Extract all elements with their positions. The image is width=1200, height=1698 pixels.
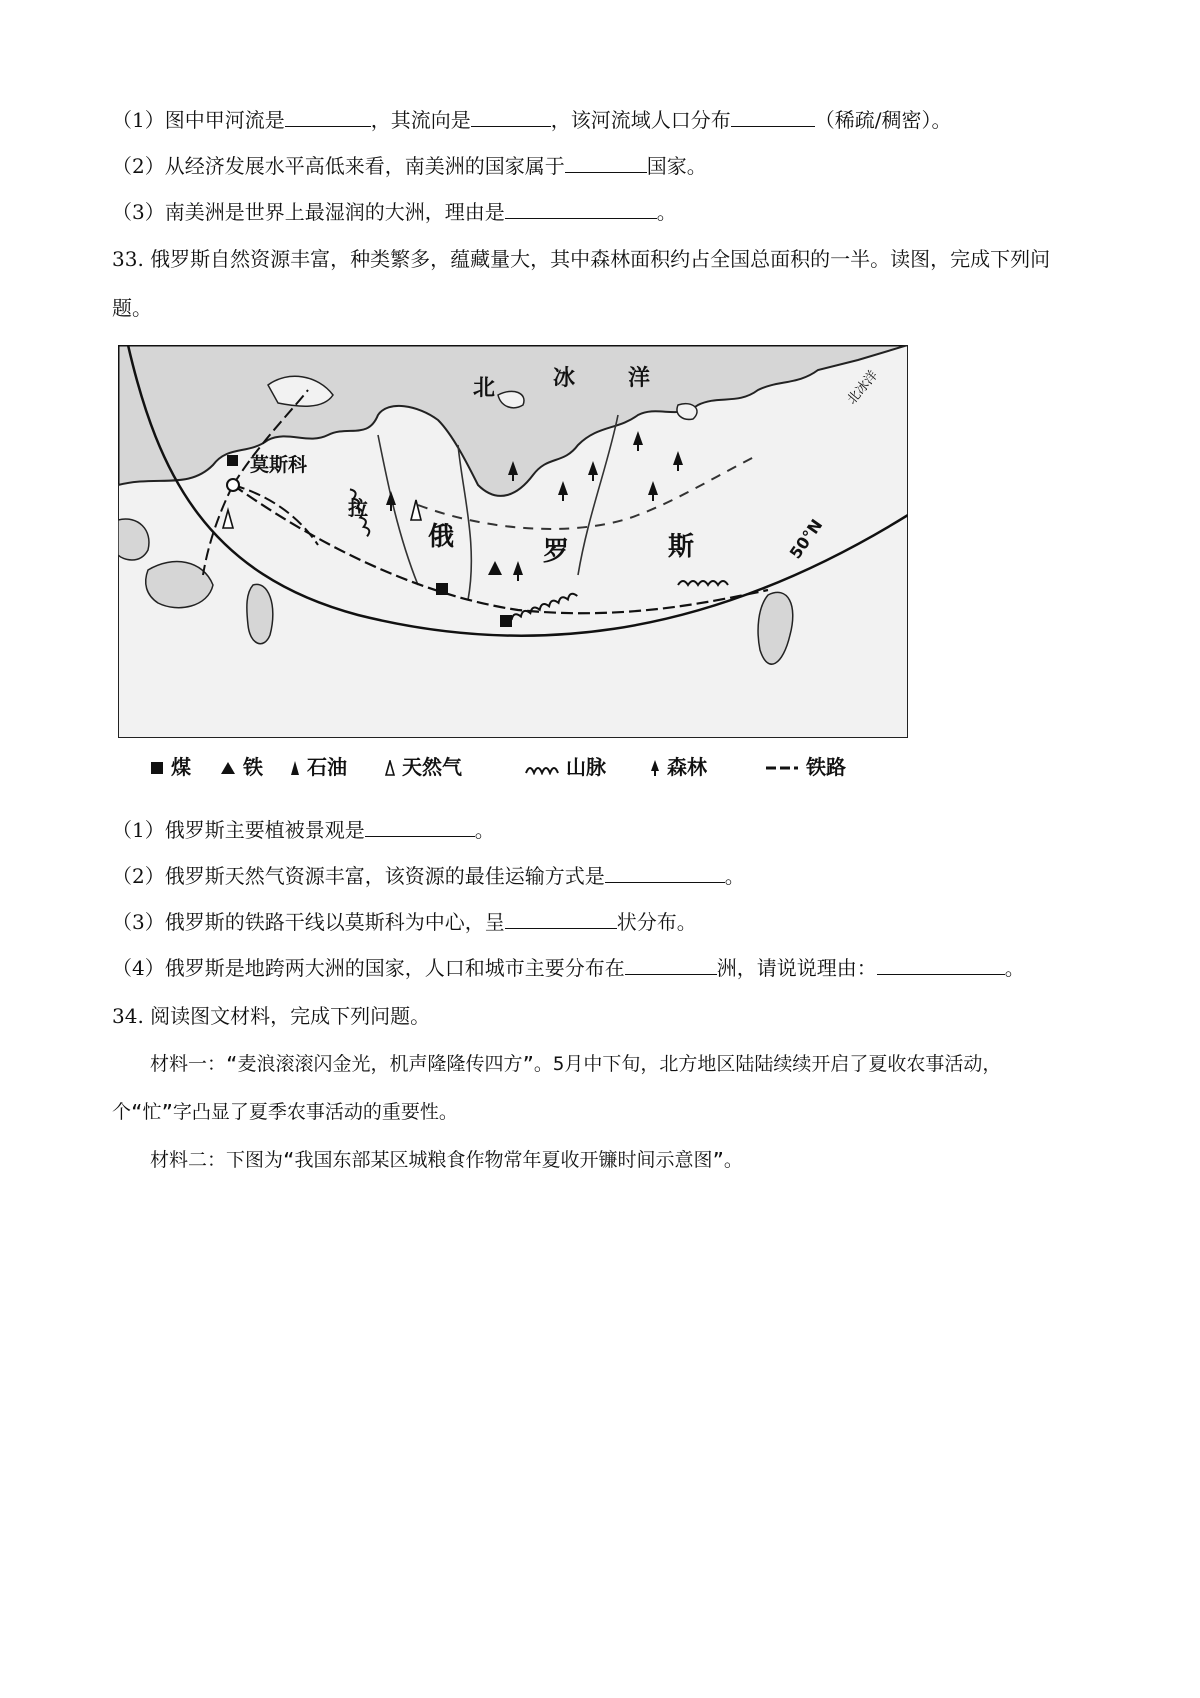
q33-item-4-text-a: （4）俄罗斯是地跨两大洲的国家，人口和城市主要分布在 — [112, 956, 625, 980]
moscow-marker — [227, 479, 239, 491]
label-moscow: 莫斯科 — [250, 454, 308, 476]
answer-blank[interactable] — [471, 104, 551, 127]
island-new-siberian — [677, 404, 697, 420]
q32-item-3 — [112, 196, 677, 226]
oil-legend-icon — [290, 760, 300, 776]
mountain-legend-icon — [525, 761, 559, 775]
q34-material-2: 材料二：下图为“我国东部某区城粮食作物常年夏收开镰时间示意图”。 — [150, 1149, 743, 1171]
answer-blank[interactable] — [505, 906, 617, 929]
q32-item-3-text-b: 。 — [656, 200, 677, 224]
q33-item-2-text-a: （2）俄罗斯天然气资源丰富，该资源的最佳运输方式是 — [112, 864, 605, 888]
answer-blank[interactable] — [877, 952, 1005, 975]
q33-item-4 — [112, 952, 1025, 982]
answer-blank[interactable] — [285, 104, 371, 127]
russia-resource-map — [118, 345, 908, 738]
caspian-sea — [247, 584, 273, 643]
label-ocean-char-2: 冰 — [553, 366, 576, 391]
answer-blank[interactable] — [625, 952, 717, 975]
gas-legend-icon — [385, 760, 395, 776]
q32-item-1-text-d: （稀疏/稠密）。 — [814, 108, 952, 132]
q34-material-1-line-2: 个“忙”字凸显了夏季农事活动的重要性。 — [112, 1101, 458, 1123]
q33-item-1-text-b: 。 — [474, 818, 495, 842]
q32-item-2-text-b: 国家。 — [646, 154, 707, 178]
label-country-char-1: 俄 — [428, 522, 455, 552]
forest-legend-icon — [650, 759, 660, 777]
legend-oil: 石油 — [290, 752, 347, 782]
legend-mountain: 山脉 — [525, 752, 606, 782]
map-legend — [150, 752, 910, 782]
legend-coal: 煤 — [150, 752, 191, 782]
label-strait: 北冰洋 — [844, 368, 882, 408]
q33-item-4-text-b: 洲，请说说理由： — [716, 956, 877, 980]
legend-gas: 天然气 — [385, 752, 462, 782]
coal-symbol — [227, 455, 238, 466]
q33-item-3-text-a: （3）俄罗斯的铁路干线以莫斯科为中心，呈 — [112, 910, 505, 934]
label-latitude: 50°N — [785, 515, 827, 563]
q33-stem-line-1: 33. 俄罗斯自然资源丰富，种类繁多，蕴藏量大，其中森林面积约占全国总面积的一半。读图，完成下列问 — [112, 247, 1051, 271]
iron-legend-icon — [220, 761, 236, 775]
q33-item-3-text-b: 状分布。 — [616, 910, 697, 934]
q32-item-1-text-a: （1）图中甲河流是 — [112, 108, 285, 132]
coal-symbol — [436, 583, 448, 595]
legend-iron: 铁 — [220, 752, 263, 782]
label-country-char-3: 斯 — [668, 532, 695, 562]
q33-stem-line-2: 题。 — [112, 296, 152, 320]
answer-blank[interactable] — [365, 814, 475, 837]
coal-legend-icon — [150, 761, 164, 775]
q33-item-1-text-a: （1）俄罗斯主要植被景观是 — [112, 818, 365, 842]
q32-item-2 — [112, 150, 707, 180]
q34-material-1-line-1: 材料一：“麦浪滚滚闪金光，机声隆隆传四方”。5月中下旬，北方地区陆陆续续开启了夏收农事活动， — [150, 1053, 1002, 1075]
q32-item-1 — [112, 104, 951, 134]
q32-item-1-text-b: ，其流向是 — [370, 108, 471, 132]
coal-symbol — [500, 615, 512, 627]
q33-item-4-text-c: 。 — [1004, 956, 1025, 980]
railway-legend-icon — [765, 763, 799, 773]
label-ural-partial: 拉 — [348, 496, 368, 520]
answer-blank[interactable] — [565, 150, 647, 173]
label-country-char-2: 罗 — [543, 537, 570, 567]
q32-item-2-text-a: （2）从经济发展水平高低来看，南美洲的国家属于 — [112, 154, 565, 178]
q32-item-1-text-c: ，该河流域人口分布 — [550, 108, 731, 132]
label-ocean-char-1: 北 — [473, 376, 496, 401]
answer-blank[interactable] — [731, 104, 815, 127]
q33-item-2-text-b: 。 — [724, 864, 745, 888]
q32-item-3-text-a: （3）南美洲是世界上最湿润的大洲，理由是 — [112, 200, 505, 224]
legend-forest: 森林 — [650, 752, 707, 782]
legend-railway: 铁路 — [765, 752, 846, 782]
answer-blank[interactable] — [605, 860, 725, 883]
q33-item-1 — [112, 814, 495, 844]
answer-blank[interactable] — [505, 196, 657, 219]
label-ocean-char-3: 洋 — [628, 366, 651, 391]
q34-stem: 34. 阅读图文材料，完成下列问题。 — [112, 1004, 431, 1028]
q33-item-2 — [112, 860, 745, 890]
q33-item-3 — [112, 906, 697, 936]
